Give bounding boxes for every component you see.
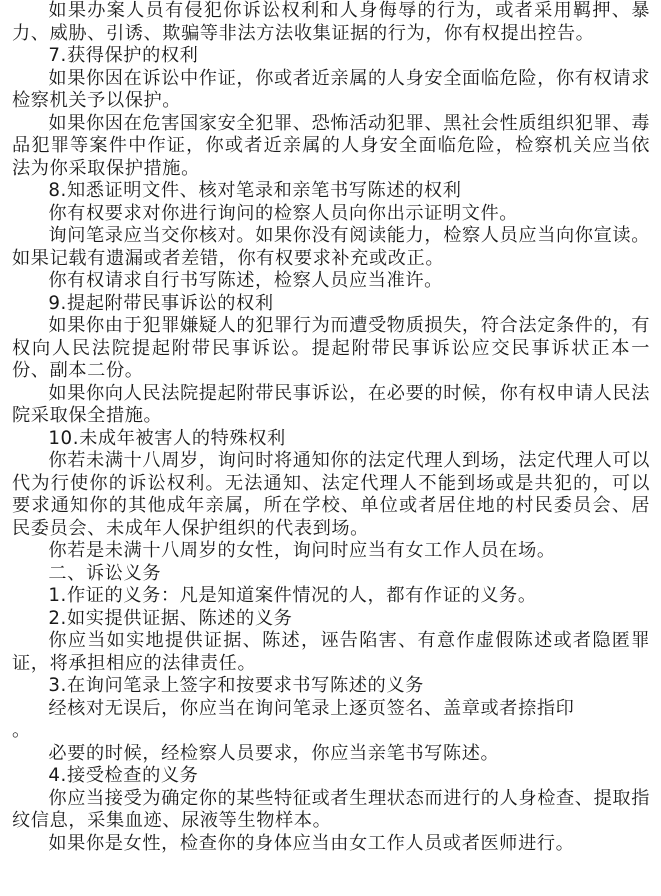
section-heading: 10.未成年被害人的特殊权利: [48, 427, 286, 449]
section-heading: 1.作证的义务：凡是知道案件情况的人，都有作证的义务。: [48, 585, 537, 606]
paragraph: 必要的时候，经检察人员要求，你应当亲笔书写陈述。: [48, 742, 500, 764]
section-heading: 7.获得保护的权利: [48, 45, 199, 66]
section-heading: 9.提起附带民事诉讼的权利: [48, 292, 274, 314]
paragraph: 如果你是女性，检查你的身体应当由女工作人员或者医师进行。: [48, 832, 575, 854]
document-body: [12, 0, 650, 855]
paragraph: 你若是未满十八周岁的女性，询问时应当有女工作人员在场。: [48, 540, 556, 561]
paragraph: 你若未满十八周岁，询问时将通知你的法定代理人到场，法定代理人可以代为行使你的诉讼权利。无法通知、法定代理人不能到场或是共犯的，可以要求通知你的其他成年亲属，所在学校、单位或者居住地的村民委员会、居民委员会、未成年人保护组织的代表到场。: [12, 450, 650, 539]
section-heading: 8.知悉证明文件、核对笔录和亲笔书写陈述的权利: [48, 180, 462, 201]
paragraph: 如果办案人员有侵犯你诉讼权利和人身侮辱的行为，或者采用羁押、暴力、威胁、引诱、欺骗等非法方法收集证据的行为，你有权提出控告。: [12, 0, 650, 44]
stray-punctuation: 。: [12, 720, 31, 741]
paragraph: 如果你向人民法院提起附带民事诉讼，在必要的时候，你有权申请人民法院采取保全措施。: [12, 382, 650, 426]
section-heading: 4.接受检查的义务: [48, 765, 199, 786]
paragraph: 你有权请求自行书写陈述，检察人员应当准许。: [48, 270, 443, 291]
paragraph: 经核对无误后，你应当在询问笔录上逐页签名、盖章或者捺指印: [48, 697, 575, 719]
section-heading: 2.如实提供证据、陈述的义务: [48, 607, 293, 629]
section-heading: 二、诉讼义务: [48, 562, 162, 584]
paragraph: 如果你因在诉讼中作证，你或者近亲属的人身安全面临危险，你有权请求检察机关予以保护。: [12, 67, 650, 111]
section-heading: 3.在询问笔录上签字和按要求书写陈述的义务: [48, 675, 424, 696]
paragraph: 询问笔录应当交你核对。如果你没有阅读能力，检察人员应当向你宣读。如果记载有遗漏或者差错，你有权要求补充或改正。: [12, 225, 650, 269]
paragraph: 如果你由于犯罪嫌疑人的犯罪行为而遭受物质损失，符合法定条件的，有权向人民法院提起附带民事诉讼。提起附带民事诉讼应交民事诉状正本一份、副本二份。: [12, 315, 650, 381]
paragraph: 你应当接受为确定你的某些特征或者生理状态而进行的人身检查、提取指纹信息，采集血迹、尿液等生物样本。: [12, 787, 650, 831]
paragraph: 你应当如实地提供证据、陈述，诬告陷害、有意作虚假陈述或者隐匿罪证，将承担相应的法律责任。: [12, 630, 650, 674]
paragraph: 你有权要求对你进行询问的检察人员向你出示证明文件。: [48, 202, 519, 224]
paragraph: 如果你因在危害国家安全犯罪、恐怖活动犯罪、黑社会性质组织犯罪、毒品犯罪等案件中作证，你或者近亲属的人身安全面临危险，检察机关应当依法为你采取保护措施。: [12, 112, 650, 179]
